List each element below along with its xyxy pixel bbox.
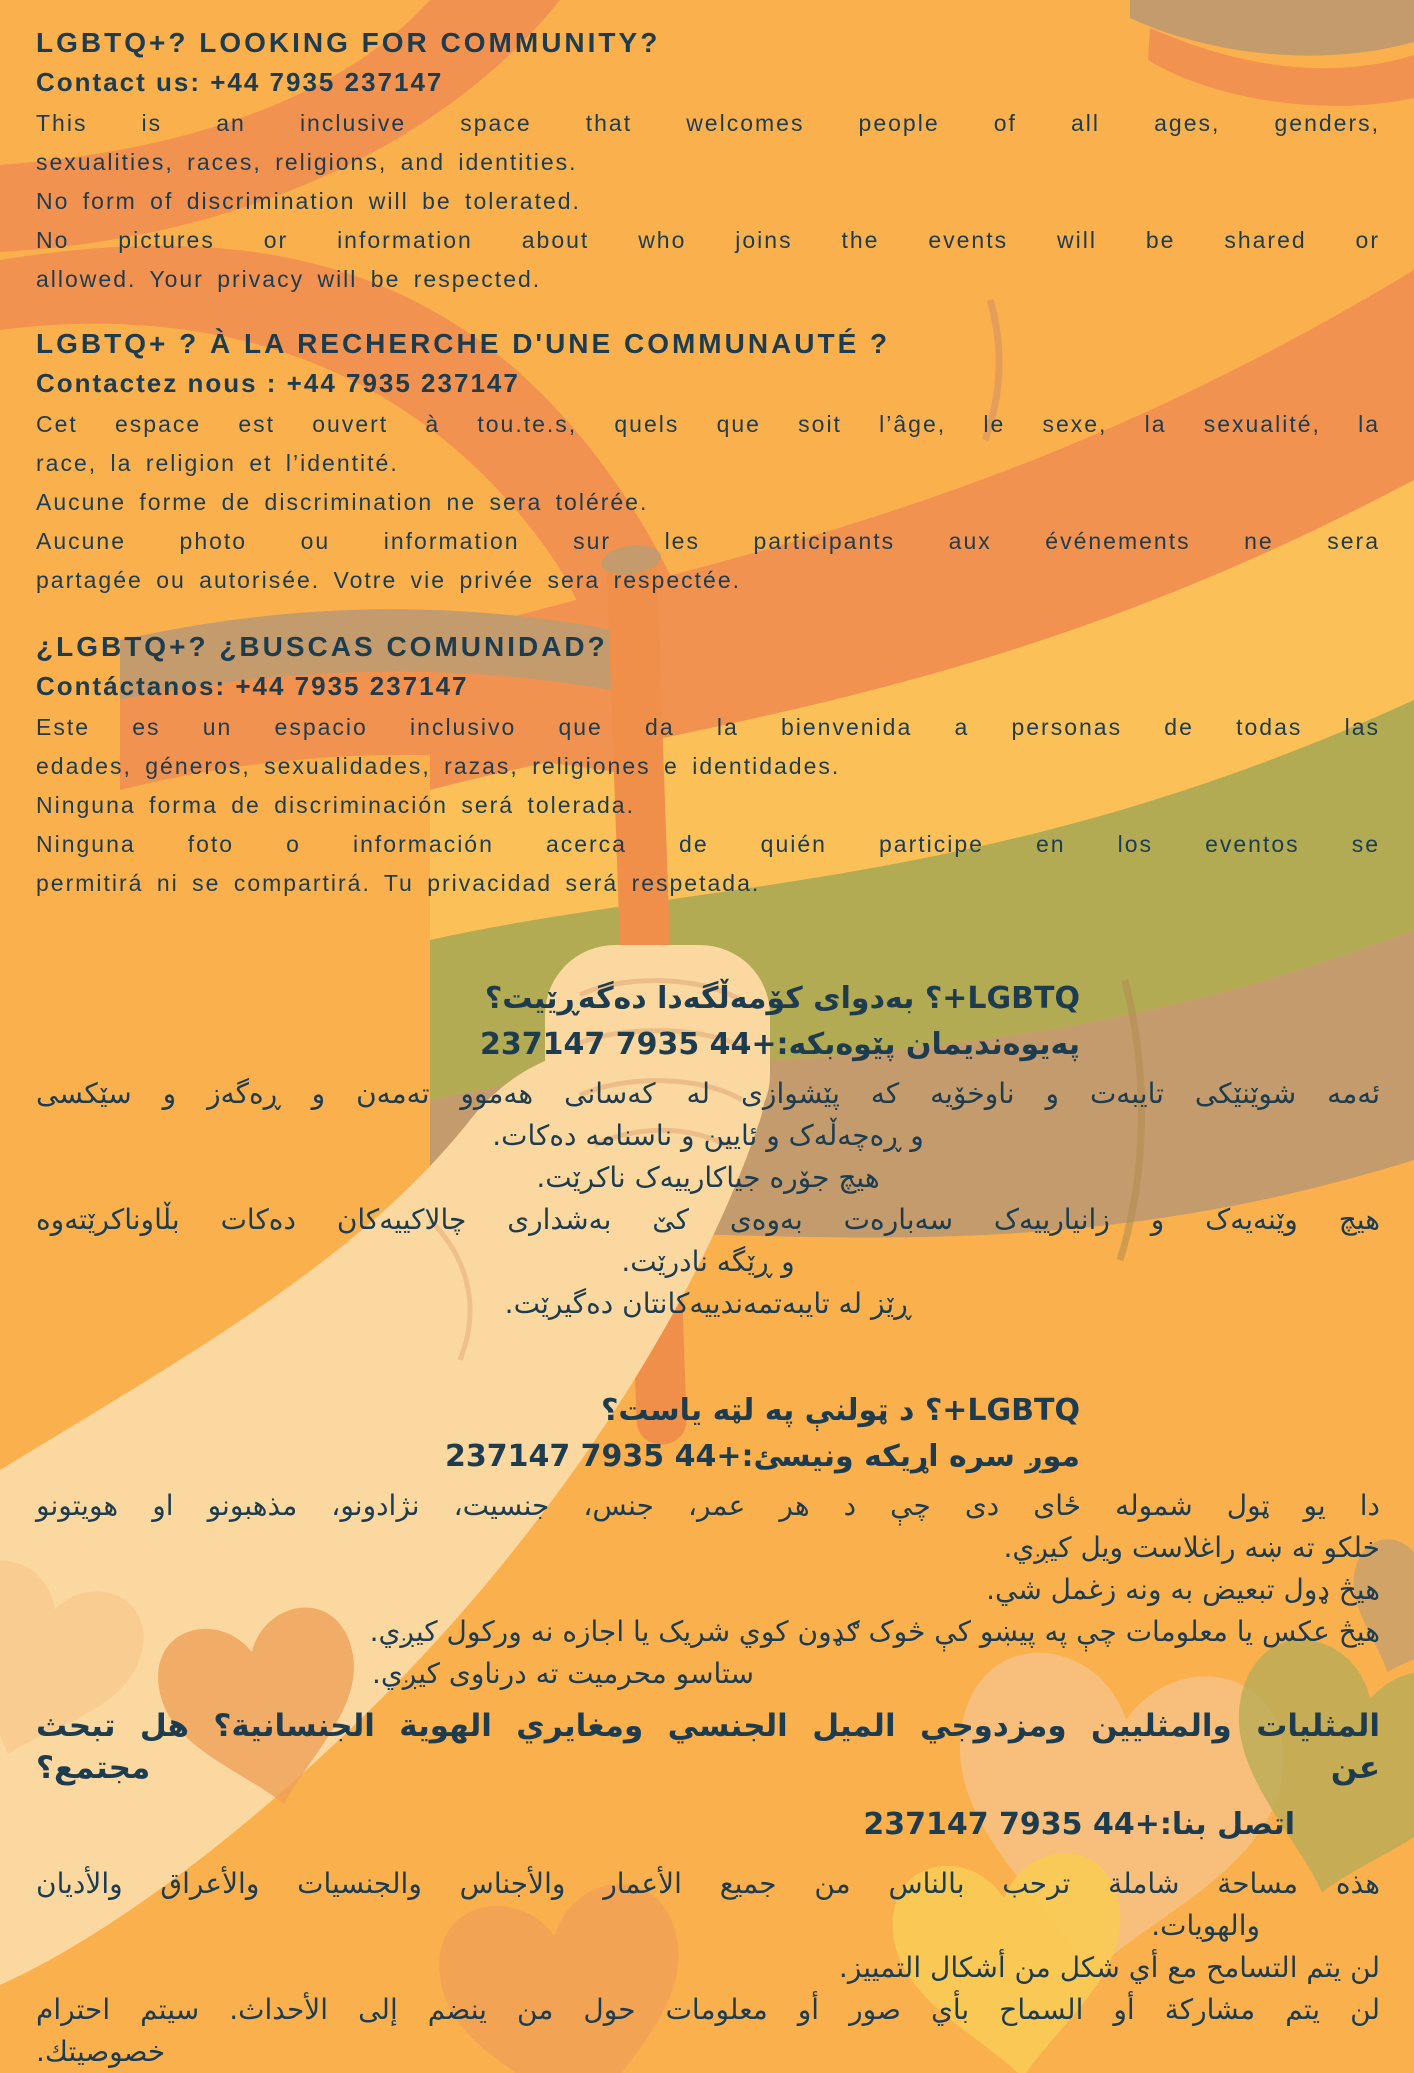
section-ku bbox=[36, 977, 1380, 1325]
section-body bbox=[36, 1485, 1380, 1695]
text-line: هیچ جۆرە جیاکارییەک ناکرێت. bbox=[536, 1161, 880, 1194]
text-line: هیڅ عکس یا معلومات چې په پیښو کې څوک ګډون کوي شریک یا اجازه نه ورکول کیږي. bbox=[369, 1615, 1380, 1648]
section-body bbox=[36, 405, 1380, 600]
paragraph bbox=[36, 1199, 1380, 1283]
paragraph bbox=[36, 1863, 1380, 1947]
text-line: Aucune photo ou information sur les participants aux événements ne sera bbox=[36, 528, 1380, 554]
section-body bbox=[36, 708, 1380, 903]
section-ar bbox=[36, 1705, 1380, 2073]
text-line: edades, géneros, sexualidades, razas, religiones e identidades. bbox=[36, 753, 841, 779]
paragraph bbox=[36, 1485, 1380, 1569]
contact-phone-line: موږ سره اړیکه ونیسئ:+44 7935 237147 bbox=[444, 1439, 1080, 1474]
paragraph bbox=[36, 522, 1380, 600]
section-header bbox=[36, 630, 1380, 702]
text-line: Ninguna foto o información acerca de quién participe en los eventos se bbox=[36, 831, 1380, 857]
section-es bbox=[36, 630, 1380, 903]
contact-phone-line: پەیوەندیمان پێوەبکە:+44 7935 237147 bbox=[480, 1027, 1080, 1062]
text-line: هیڅ ډول تبعیض به ونه زغمل شي. bbox=[986, 1573, 1380, 1606]
text-line: No form of discrimination will be tolerated. bbox=[36, 188, 581, 214]
paragraph bbox=[36, 786, 1380, 825]
text-line: sexualities, races, religions, and identities. bbox=[36, 149, 578, 175]
section-header bbox=[36, 26, 1380, 98]
text-line: دا یو ټول شموله ځای دی چې د هر عمر، جنس، جنسیت، نژادونو، مذهبونو او هویتونو bbox=[36, 1489, 1380, 1522]
section-heading: ¿LGBTQ+? ¿BUSCAS COMUNIDAD? bbox=[36, 631, 608, 662]
text-line: و ڕەچەڵەک و ئایین و ناسنامە دەکات. bbox=[492, 1119, 924, 1152]
paragraph bbox=[36, 708, 1380, 786]
text-line: والهويات. bbox=[1151, 1909, 1260, 1942]
contact-phone-line: اتصل بنا:+44 7935 237147 bbox=[863, 1807, 1295, 1842]
section-heading: LGBTQ+؟ د ټولنې په لټه یاست؟ bbox=[600, 1393, 1080, 1428]
section-body bbox=[36, 1863, 1380, 2073]
section-body bbox=[36, 104, 1380, 299]
text-line: هیچ وێنەیەک و زانیارییەک سەبارەت بەوەی کێ بەشداری چالاکییەکان دەکات بڵاوناکرێتەوە bbox=[36, 1203, 1380, 1236]
paragraph bbox=[36, 1073, 1380, 1157]
text-line: ئەمە شوێنێکی تایبەت و ناوخۆیە کە پێشوازی لە کەسانی هەموو تەمەن و ڕەگەز و سێکسی bbox=[36, 1077, 1380, 1110]
section-en bbox=[36, 26, 1380, 299]
text-line: No pictures or information about who joins the events will be shared or bbox=[36, 227, 1380, 253]
text-line: Este es un espacio inclusivo que da la bienvenida a personas de todas las bbox=[36, 714, 1380, 740]
text-line: خلکو ته ښه راغلاست ویل کیږي. bbox=[1003, 1531, 1380, 1564]
paragraph bbox=[36, 1947, 1380, 1989]
paragraph bbox=[36, 483, 1380, 522]
text-line: لن يتم مشاركة أو السماح بأي صور أو معلومات حول من ينضم إلى الأحداث. سيتم احترام bbox=[36, 1993, 1380, 2026]
text-line: Aucune forme de discrimination ne sera tolérée. bbox=[36, 489, 649, 515]
text-line: partagée ou autorisée. Votre vie privée sera respectée. bbox=[36, 567, 742, 593]
paragraph bbox=[36, 1157, 1380, 1199]
text-line: لن يتم التسامح مع أي شكل من أشكال التمييز. bbox=[838, 1951, 1380, 1984]
section-heading: المثليات والمثليين ومزدوجي الميل الجنسي ومغايري الهوية الجنسانية؟ هل تبحث bbox=[36, 1708, 1380, 1744]
paragraph bbox=[36, 825, 1380, 903]
text-line: permitirá ni se compartirá. Tu privacidad será respetada. bbox=[36, 870, 761, 896]
section-heading: LGBTQ+? LOOKING FOR COMMUNITY? bbox=[36, 27, 661, 58]
section-header bbox=[36, 977, 1380, 1067]
text-line: Ninguna forma de discriminación será tolerada. bbox=[36, 792, 635, 818]
paragraph bbox=[36, 1653, 1380, 1695]
section-body bbox=[36, 1073, 1380, 1325]
section-ps bbox=[36, 1389, 1380, 1695]
section-fr bbox=[36, 327, 1380, 600]
text-line: خصوصيتك. bbox=[36, 2035, 166, 2068]
text-line: race, la religion et l’identité. bbox=[36, 450, 399, 476]
text-line: This is an inclusive space that welcomes people of all ages, genders, bbox=[36, 110, 1380, 136]
section-heading: LGBTQ+ ? À LA RECHERCHE D'UNE COMMUNAUTÉ ? bbox=[36, 328, 891, 359]
paragraph bbox=[36, 1989, 1380, 2073]
text-line: هذه مساحة شاملة ترحب بالناس من جميع الأعمار والأجناس والجنسيات والأعراق والأديان bbox=[36, 1867, 1380, 1900]
section-heading: LGBTQ+؟ بەدوای کۆمەڵگەدا دەگەڕێیت؟ bbox=[484, 981, 1080, 1016]
paragraph bbox=[36, 182, 1380, 221]
paragraph bbox=[36, 1569, 1380, 1611]
text-line: Cet espace est ouvert à tou.te.s, quels que soit l’âge, le sexe, la sexualité, la bbox=[36, 411, 1380, 437]
section-header bbox=[36, 1389, 1380, 1479]
paragraph bbox=[36, 221, 1380, 299]
paragraph bbox=[36, 1283, 1380, 1325]
text-line: ڕێز لە تایبەتمەندییەکانتان دەگیرێت. bbox=[504, 1287, 912, 1320]
contact-phone-line: Contact us: +44 7935 237147 bbox=[36, 67, 444, 97]
section-heading: عن مجتمع؟ bbox=[36, 1750, 1380, 1786]
paragraph bbox=[36, 1611, 1380, 1653]
paragraph bbox=[36, 405, 1380, 483]
section-header bbox=[36, 1705, 1380, 1847]
text-line: ستاسو محرمیت ته درناوی کیږي. bbox=[371, 1657, 755, 1690]
contact-phone-line: Contáctanos: +44 7935 237147 bbox=[36, 671, 469, 701]
text-line: allowed. Your privacy will be respected. bbox=[36, 266, 542, 292]
contact-phone-line: Contactez nous : +44 7935 237147 bbox=[36, 368, 520, 398]
text-line: و ڕێگە نادرێت. bbox=[621, 1245, 795, 1278]
section-header bbox=[36, 327, 1380, 399]
paragraph bbox=[36, 104, 1380, 182]
